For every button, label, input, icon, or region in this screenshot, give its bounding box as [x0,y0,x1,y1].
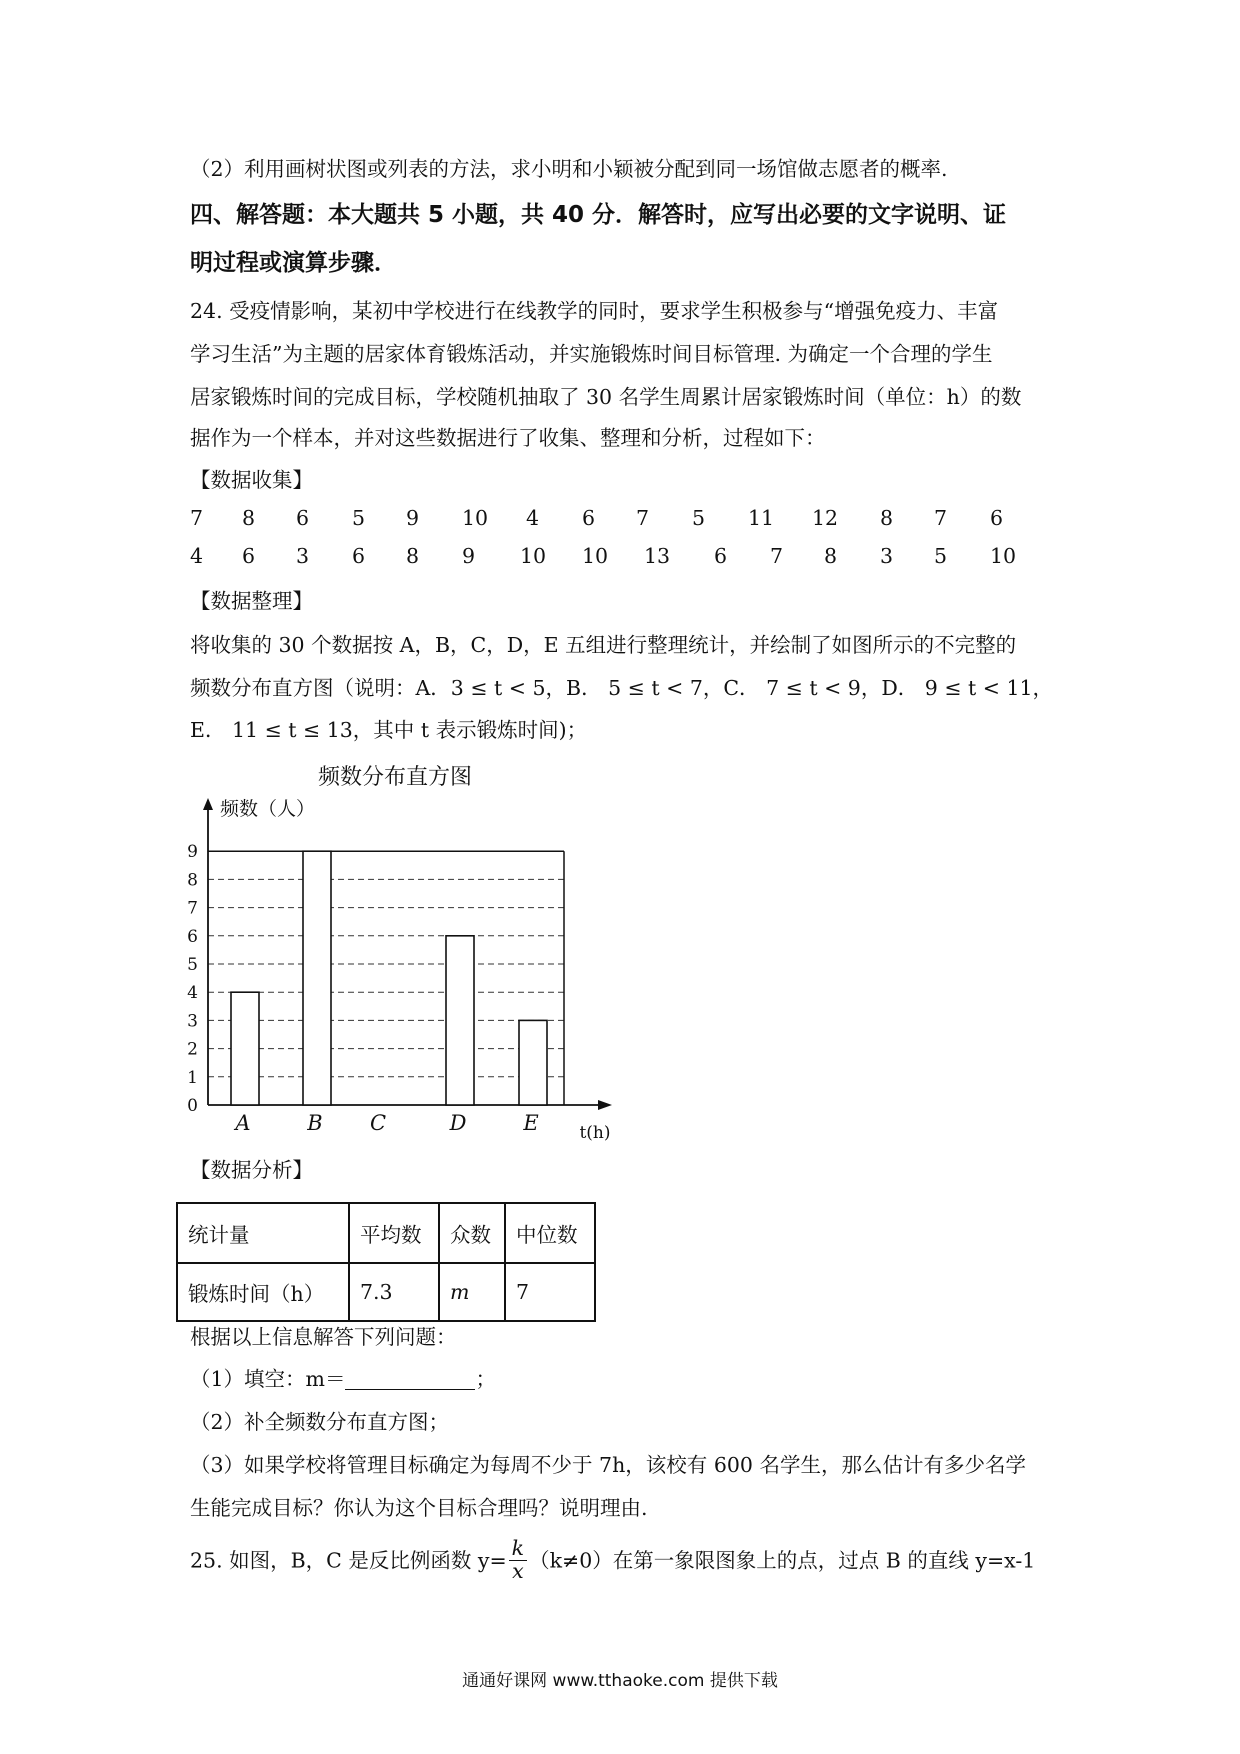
x-axis-label: t(h) [579,1123,611,1143]
data-organize-heading: 【数据整理】 [190,589,313,613]
y-tick-label: 0 [187,1096,198,1116]
q24-intro-line-1: 24. 受疫情影响，某初中学校进行在线教学的同时，要求学生积极参与“增强免疫力、丰富 [190,299,999,323]
y-tick-label: 2 [187,1039,198,1060]
section-heading-line-2: 明过程或演算步骤． [190,250,397,276]
y-axis-arrow [203,798,213,810]
q24-part-1-text: （1）填空：m＝ [190,1367,346,1391]
q24-intro-line-3: 居家锻炼时间的完成目标，学校随机抽取了 30 名学生周累计居家锻炼时间（单位：h）的数 [190,385,1022,409]
section-heading-line-1: 四、解答题：本大题共 5 小题，共 40 分．解答时，应写出必要的文字说明、证 [190,202,1007,228]
histogram-chart [180,790,620,1150]
histogram-bar [231,992,259,1105]
table-header: 平均数 [349,1203,439,1263]
answer-prompt: 根据以上信息解答下列问题： [190,1325,457,1349]
q24-part-1-suffix: ； [475,1367,496,1391]
data-value: 6 [990,506,1004,530]
q25-prefix: 25. 如图，B，C 是反比例函数 y= [190,1548,507,1573]
histogram-bar [303,851,331,1105]
data-value: 3 [880,544,894,568]
data-value: 8 [824,544,838,568]
x-tick-label: A [235,1111,251,1135]
x-tick-label: E [523,1111,539,1135]
data-value: 5 [352,506,366,530]
data-value: 7 [770,544,784,568]
question-25 [190,1536,1036,1584]
data-collect-heading: 【数据收集】 [190,468,313,492]
fraction-numerator: k [509,1538,527,1561]
data-value: 4 [190,544,204,568]
table-cell-mode: m [439,1263,505,1321]
organize-line-1: 将收集的 30 个数据按 A，B，C，D，E 五组进行整理统计，并绘制了如图所示的不完整的 [190,633,1017,657]
y-tick-label: 5 [187,955,198,975]
y-tick-label: 4 [187,983,198,1004]
answer-blank [345,1369,475,1390]
q24-part-3-line-1: （3）如果学校将管理目标确定为每周不少于 7h，该校有 600 名学生，那么估计有多少名学 [190,1453,1026,1477]
y-tick-label: 9 [187,842,198,863]
data-value: 6 [296,506,310,530]
x-tick-label: D [449,1111,467,1135]
table-header: 中位数 [505,1203,595,1263]
fraction-denominator: x [512,1558,524,1583]
page-footer: 通通好课网 www.tthaoke.com 提供下载 [462,1671,778,1691]
data-value: 6 [714,544,728,568]
data-value: 11 [748,506,775,530]
data-value: 10 [990,544,1017,568]
data-value: 13 [644,544,671,568]
q24-part-2: （2）补全频数分布直方图； [190,1410,450,1434]
chart-title: 频数分布直方图 [318,765,473,790]
data-value: 7 [934,506,948,530]
data-value: 12 [812,506,839,530]
q24-intro-line-2: 学习生活”为主题的居家体育锻炼活动，并实施锻炼时间目标管理. 为确定一个合理的学生 [190,342,993,366]
y-tick-label: 7 [187,898,198,919]
data-value: 7 [190,506,204,530]
y-tick-label: 3 [187,1011,198,1032]
data-value: 8 [880,506,894,530]
x-tick-label: C [369,1111,387,1135]
data-value: 6 [352,544,366,568]
data-value: 8 [406,544,420,568]
q24-part-3-line-2: 生能完成目标？你认为这个目标合理吗？说明理由. [190,1496,648,1520]
data-value: 3 [296,544,310,568]
fraction [509,1538,527,1582]
organize-line-3: E． 11 ≤ t ≤ 13，其中 t 表示锻炼时间)； [190,718,588,742]
data-value: 7 [636,506,650,530]
table-header: 众数 [439,1203,505,1263]
data-value: 4 [526,506,540,530]
data-value: 10 [582,544,609,568]
data-value: 9 [406,506,420,530]
data-value: 9 [462,544,476,568]
question-23-part-2: （2）利用画树状图或列表的方法，求小明和小颖被分配到同一场馆做志愿者的概率. [190,157,948,181]
y-tick-label: 6 [187,926,198,947]
y-tick-label: 8 [187,870,198,891]
data-value: 6 [582,506,596,530]
data-value: 10 [520,544,547,568]
data-value: 8 [242,506,256,530]
y-axis-label: 频数（人） [220,798,316,820]
x-axis-arrow [598,1100,612,1110]
table-header: 统计量 [177,1203,349,1263]
statistics-table [176,1202,596,1322]
x-tick-label: B [307,1111,323,1135]
organize-line-2: 频数分布直方图（说明：A．3 ≤ t < 5，B． 5 ≤ t < 7，C． 7 ≤ t < 9，D． 9 ≤ t < 11， [190,676,1054,700]
q24-part-1 [190,1362,496,1392]
histogram-bar [519,1020,547,1105]
table-cell-median: 7 [505,1263,595,1321]
histogram-bar [446,936,474,1105]
table-row-label: 锻炼时间（h） [177,1263,349,1321]
table-cell-mean: 7.3 [349,1263,439,1321]
data-value: 5 [692,506,706,530]
y-tick-label: 1 [187,1067,198,1088]
q25-suffix: （k≠0）在第一象限图象上的点，过点 B 的直线 y=x-1 [529,1548,1036,1573]
q24-intro-line-4: 据作为一个样本，并对这些数据进行了收集、整理和分析，过程如下： [190,426,826,450]
data-value: 5 [934,544,948,568]
data-value: 6 [242,544,256,568]
data-analysis-heading: 【数据分析】 [190,1158,313,1182]
data-value: 10 [462,506,489,530]
